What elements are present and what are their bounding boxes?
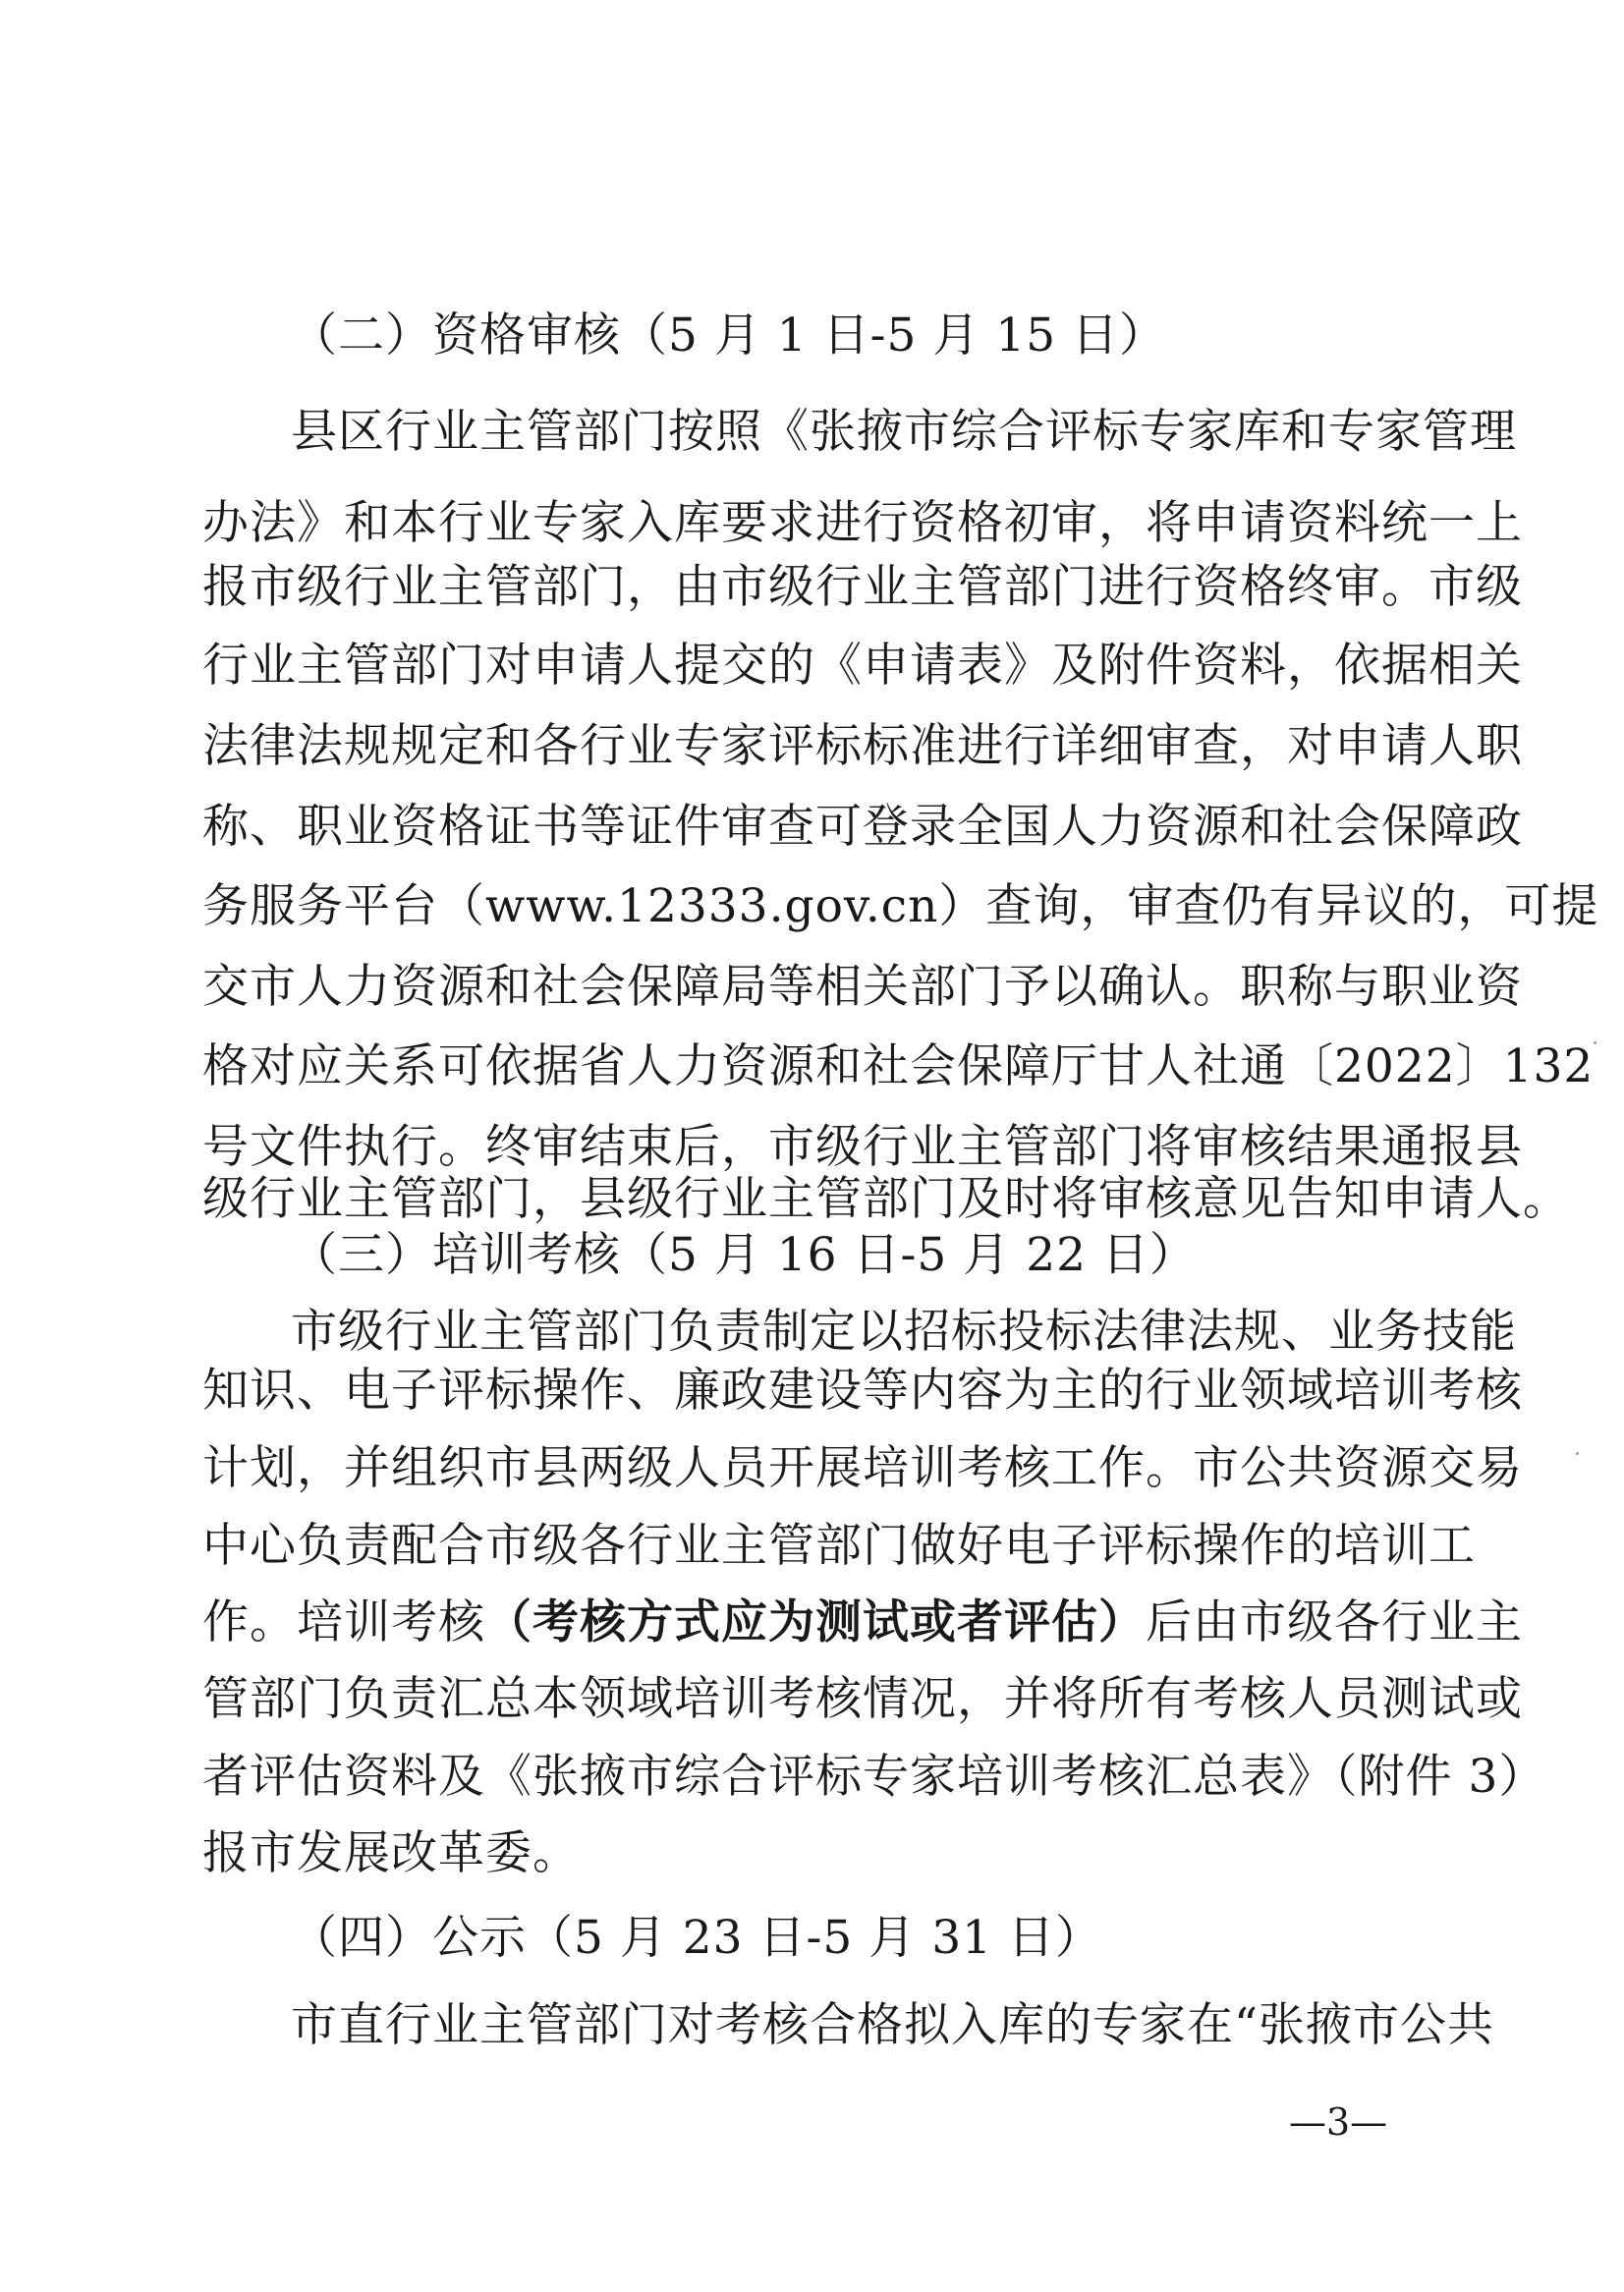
section-2-line: 务服务平台（www.12333.gov.cn）查询，审查仍有异议的，可提 [202, 879, 1599, 933]
section-2-line: 称、职业资格证书等证件审查可登录全国人力资源和社会保障政 [202, 800, 1523, 854]
section-3-line-emphasis [202, 1593, 1523, 1652]
page-number: —3— [1289, 2100, 1388, 2144]
assessment-method-note: （考核方式应为测试或者评估） [485, 1595, 1146, 1649]
section-3-line: 计划，并组织市县两级人员开展培训考核工作。市公共资源交易 [202, 1441, 1523, 1495]
section-4-heading: （四）公示（5 月 23 日-5 月 31 日） [291, 1911, 1102, 1965]
section-3-line: 中心负责配合市级各行业主管部门做好电子评标操作的培训工 [202, 1519, 1476, 1573]
section-3-line: 报市发展改革委。 [202, 1826, 580, 1880]
section-2-heading: （二）资格审核（5 月 1 日-5 月 15 日） [291, 308, 1167, 363]
section-3-line: 知识、电子评标操作、廉政建设等内容为主的行业领域培训考核 [202, 1364, 1523, 1418]
section-2-line: 办法》和本行业专家入库要求进行资格初审，将申请资料统一上 [202, 496, 1523, 550]
section-3-line: 者评估资料及《张掖市综合评标专家培训考核汇总表》（附件 3） [202, 1750, 1546, 1804]
scan-speck [1576, 1452, 1579, 1455]
section-2-line: 级行业主管部门，县级行业主管部门及时将审核意见告知申请人。 [202, 1172, 1570, 1226]
section-3-heading: （三）培训考核（5 月 16 日-5 月 22 日） [291, 1228, 1197, 1282]
section-3-line-suffix: 后由市级各行业主 [1146, 1595, 1523, 1649]
section-2-line: 格对应关系可依据省人力资源和社会保障厅甘人社通〔2022〕132 [202, 1039, 1595, 1093]
section-2-line: 县区行业主管部门按照《张掖市综合评标专家库和专家管理 [291, 405, 1517, 459]
section-2-line: 交市人力资源和社会保障局等相关部门予以确认。职称与职业资 [202, 960, 1523, 1014]
section-3-line: 管部门负责汇总本领域培训考核情况，并将所有考核人员测试或 [202, 1672, 1523, 1726]
section-3-line: 市级行业主管部门负责制定以招标投标法律法规、业务技能 [291, 1305, 1517, 1359]
section-2-line: 行业主管部门对申请人提交的《申请表》及附件资料，依据相关 [202, 639, 1523, 693]
section-3-line-prefix: 作。培训考核 [202, 1595, 485, 1649]
section-2-line: 号文件执行。终审结束后，市级行业主管部门将审核结果通报县 [202, 1120, 1523, 1174]
scan-speck [1594, 1041, 1596, 1044]
section-2-line: 法律法规规定和各行业专家评标标准进行详细审查，对申请人职 [202, 719, 1523, 773]
section-4-line: 市直行业主管部门对考核合格拟入库的专家在“张掖市公共 [291, 1998, 1495, 2052]
section-2-line: 报市级行业主管部门，由市级行业主管部门进行资格终审。市级 [202, 560, 1523, 614]
